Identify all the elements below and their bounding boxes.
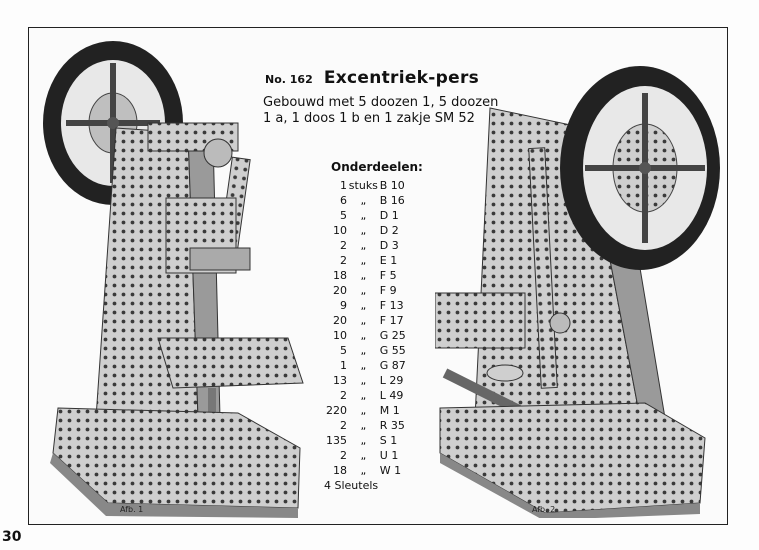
- parts-row: [318, 433, 428, 448]
- part-unit: „: [360, 314, 367, 327]
- part-code: F 5: [379, 269, 397, 282]
- figure-caption-afb-2: Afb. 2: [532, 505, 556, 514]
- page-number: 30: [2, 529, 22, 545]
- part-code: G 55: [379, 344, 406, 357]
- parts-row: [318, 178, 428, 193]
- parts-row: [318, 298, 428, 313]
- part-qty: 18: [332, 464, 347, 477]
- flywheel: [560, 66, 720, 270]
- parts-row: [318, 268, 428, 283]
- part-qty: 1: [339, 179, 347, 192]
- part-unit: „: [360, 464, 367, 477]
- part-qty: 10: [332, 224, 347, 237]
- part-code: E 1: [379, 254, 398, 267]
- parts-row: [318, 223, 428, 238]
- parts-row: [318, 313, 428, 328]
- part-qty: 18: [332, 269, 347, 282]
- part-unit: „: [360, 404, 367, 417]
- part-unit: „: [360, 209, 367, 222]
- parts-row: [318, 358, 428, 373]
- part-qty: 2: [339, 389, 347, 402]
- model-number: No. 162: [265, 73, 313, 86]
- part-qty: 20: [332, 314, 347, 327]
- part-code: R 35: [379, 419, 405, 432]
- part-code: L 29: [379, 374, 404, 387]
- part-qty: 220: [325, 404, 347, 417]
- parts-row: [318, 193, 428, 208]
- part-qty: 2: [339, 449, 347, 462]
- part-unit: stuks: [348, 179, 378, 192]
- part-code: F 13: [379, 299, 404, 312]
- base-plate: [440, 403, 705, 518]
- part-unit: „: [360, 359, 367, 372]
- part-code: L 49: [379, 389, 404, 402]
- figure-caption-afb-1: Afb. 1: [120, 505, 144, 514]
- part-code: U 1: [379, 449, 399, 462]
- part-qty: 1: [339, 359, 347, 372]
- parts-row: [318, 388, 428, 403]
- part-code: G 25: [379, 329, 406, 342]
- part-unit: „: [360, 434, 367, 447]
- part-code: G 87: [379, 359, 406, 372]
- parts-row: [318, 283, 428, 298]
- part-unit: „: [360, 269, 367, 282]
- part-unit: „: [360, 194, 367, 207]
- part-qty: 9: [339, 299, 347, 312]
- part-qty: 5: [339, 344, 347, 357]
- model-title: [265, 68, 479, 88]
- part-code: B 16: [379, 194, 405, 207]
- part-qty: 20: [332, 284, 347, 297]
- model-subtitle: Gebouwd met 5 doozen 1, 5 doozen 1 a, 1 doos 1 b en 1 zakje SM 52: [263, 95, 499, 126]
- model-name: Excentriek-pers: [323, 68, 480, 88]
- part-unit: „: [360, 419, 367, 432]
- parts-heading: Onderdeelen:: [331, 160, 423, 174]
- parts-row: [318, 448, 428, 463]
- part-code: D 3: [379, 239, 399, 252]
- part-unit: „: [360, 374, 367, 387]
- part-code: F 17: [379, 314, 404, 327]
- part-code: S 1: [379, 434, 398, 447]
- part-code: D 1: [379, 209, 399, 222]
- part-qty: 13: [332, 374, 347, 387]
- part-unit: „: [360, 389, 367, 402]
- base-plate: [50, 408, 300, 518]
- parts-row: [318, 328, 428, 343]
- part-qty: 10: [332, 329, 347, 342]
- parts-row: [318, 418, 428, 433]
- part-code: M 1: [379, 404, 400, 417]
- part-code: B 10: [379, 179, 405, 192]
- part-qty: 2: [339, 419, 347, 432]
- part-qty: 135: [325, 434, 347, 447]
- part-qty: 6: [339, 194, 347, 207]
- part-unit: „: [360, 284, 367, 297]
- parts-row: [318, 343, 428, 358]
- parts-row: [318, 238, 428, 253]
- part-code: D 2: [379, 224, 399, 237]
- parts-list: [318, 178, 428, 493]
- part-qty: 2: [339, 239, 347, 252]
- part-unit: „: [360, 329, 367, 342]
- part-unit: „: [360, 239, 367, 252]
- part-qty: 2: [339, 254, 347, 267]
- part-unit: „: [360, 449, 367, 462]
- parts-row: [318, 403, 428, 418]
- parts-row: [318, 373, 428, 388]
- parts-row: [318, 463, 428, 478]
- part-code: W 1: [379, 464, 402, 477]
- part-unit: „: [360, 224, 367, 237]
- part-unit: „: [360, 344, 367, 357]
- part-qty: 5: [339, 209, 347, 222]
- parts-footer: 4 Sleutels: [324, 479, 379, 492]
- parts-row: [318, 253, 428, 268]
- parts-row: [318, 208, 428, 223]
- part-code: F 9: [379, 284, 397, 297]
- part-unit: „: [360, 254, 367, 267]
- part-unit: „: [360, 299, 367, 312]
